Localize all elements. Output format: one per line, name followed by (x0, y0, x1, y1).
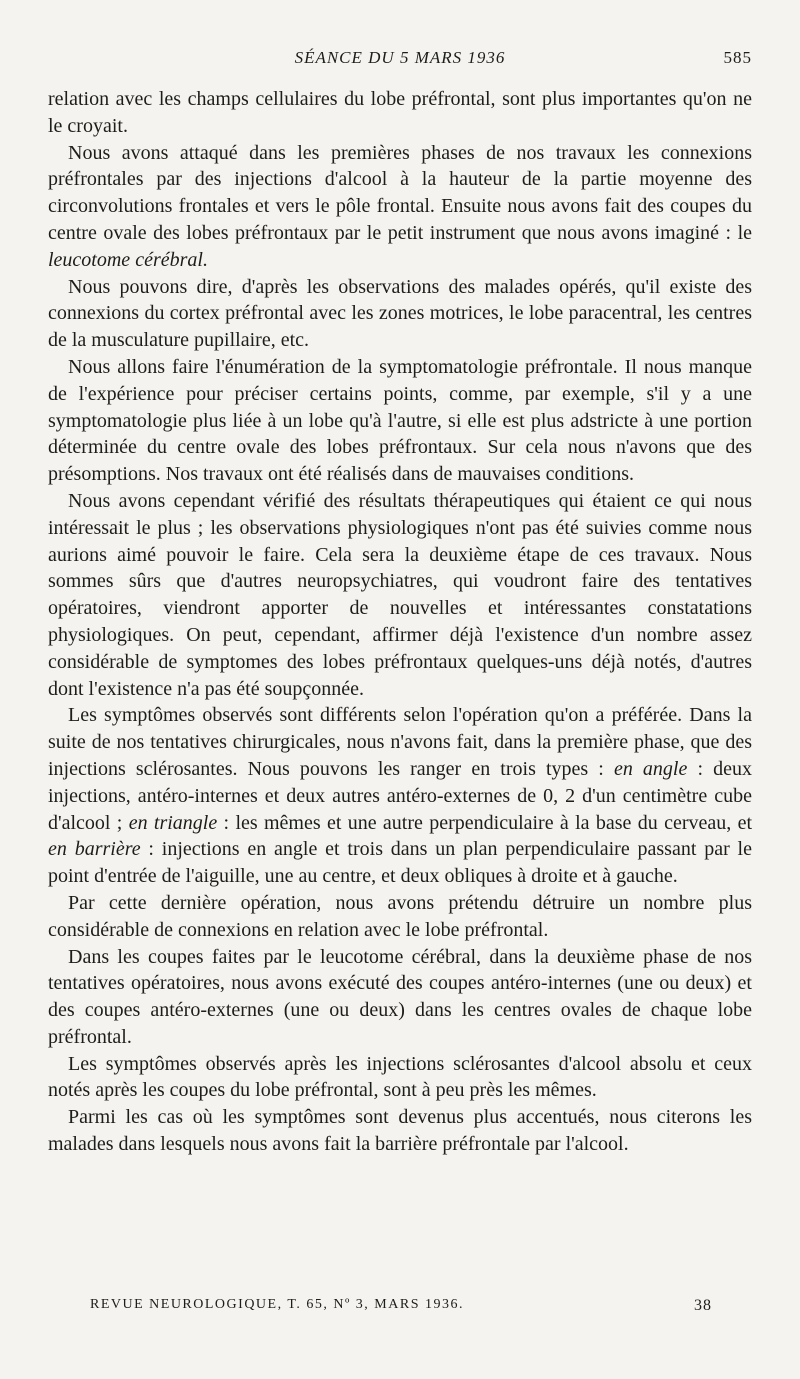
paragraph (48, 274, 752, 354)
text-run: : les mêmes et une autre perpendiculaire à la base du cerveau, et (217, 811, 753, 834)
running-header (48, 48, 752, 72)
text-run: Par cette dernière opération, nous avons prétendu détruire un nombre plus considérable de connexions en relation avec le lobe préfrontal. (48, 891, 752, 941)
paragraph (48, 1051, 752, 1105)
text-run: Les symptômes observés sont différents selon l'opération qu'on a préférée. Dans la suite de nos tentatives chirurgicales, nous n'avons fait, dans la première phase, que des injections sclérosantes. Nous pouvons les ranger en trois types : (48, 704, 752, 780)
text-run: Nous avons cependant vérifié des résultats thérapeutiques qui étaient ce qui nous intéressait le plus ; les observations physiologiques n'ont pas été suivies comme nous aurions aimé pouvoir le faire. Cela sera la deuxième étape de ces travaux. Nous sommes sûrs que d'autres neuropsychiatres, qui voudront faire des tentatives opératoires, viendront apporter de nouvelles et intéressantes constatations physiologiques. On peut, cependant, affirmer déjà l'existence d'un nombre assez considérable de symptomes des lobes préfrontaux quelques-uns déjà notés, d'autres dont l'existence n'a pas été soupçonnée. (48, 489, 752, 700)
paragraph (48, 354, 752, 488)
journal-citation: REVUE NEUROLOGIQUE, T. 65, Nº 3, MARS 1936. (90, 1297, 464, 1312)
text-run: Dans les coupes faites par le leucotome cérébral, dans la deuxième phase de nos tentatives opératoires, nous avons exécuté des coupes antéro-internes (une ou deux) et des coupes antéro-externes (une ou deux) dans les centres ovales de chaque lobe préfrontal. (48, 945, 752, 1048)
paragraph (48, 944, 752, 1051)
signature-mark: 38 (694, 1297, 712, 1314)
text-run: relation avec les champs cellulaires du lobe préfrontal, sont plus importantes qu'on ne le croyait. (48, 88, 752, 137)
paragraph (48, 702, 752, 890)
paragraph (48, 1104, 752, 1158)
page-number: 585 (723, 48, 752, 67)
italic-term: en barrière (48, 838, 141, 861)
paragraph (48, 140, 752, 274)
paragraph (48, 890, 752, 944)
text-run: Parmi les cas où les symptômes sont devenus plus accentués, nous citerons les malades dans lesquels nous avons fait la barrière préfrontale par l'alcool. (48, 1106, 752, 1156)
italic-term: en angle (613, 757, 688, 780)
italic-term: en triangle (128, 811, 218, 834)
text-run: : injections en angle et trois dans un plan perpendiculaire passant par le point d'entrée de l'aiguille, une au centre, et deux obliques à droite et à gauche. (48, 838, 752, 888)
text-run: : deux injections, antéro-internes et deux autres antéro-externes de 0, 2 d'un centimètre cube d'alcool ; (48, 757, 752, 834)
text-run: Nous allons faire l'énumération de la symptomatologie préfrontale. Il nous manque de l'expérience pour préciser certains points, comme, par exemple, s'il y a une symptomatologie plus liée à un lobe qu'à l'autre, si elle est plus adstricte à une portion déterminée du centre ovale des lobes préfrontaux. Sur cela nous n'avons que des présomptions. Nos travaux ont été réalisés dans de mauvaises conditions. (48, 355, 752, 486)
article-body (48, 86, 752, 1158)
italic-term: leucotome cérébral. (48, 248, 208, 271)
text-run: Les symptômes observés après les injections sclérosantes d'alcool absolu et ceux notés après les coupes du lobe préfrontal, sont à peu près les mêmes. (48, 1052, 752, 1102)
page-footer (90, 1297, 712, 1321)
running-title: SÉANCE DU 5 MARS 1936 (294, 48, 506, 67)
paragraph (48, 86, 752, 140)
text-run: Nous pouvons dire, d'après les observations des malades opérés, qu'il existe des connexions du cortex préfrontal avec les zones motrices, le lobe paracentral, les centres de la musculature pupillaire, etc. (48, 275, 752, 352)
paragraph (48, 488, 752, 702)
text-run: Nous avons attaqué dans les premières phases de nos travaux les connexions préfrontales par des injections d'alcool à la hauteur de la partie moyenne des circonvolutions frontales et vers le pôle frontal. Ensuite nous avons fait des coupes du centre ovale des lobes préfrontaux par le petit instrument que nous avons imaginé : le (48, 141, 752, 244)
